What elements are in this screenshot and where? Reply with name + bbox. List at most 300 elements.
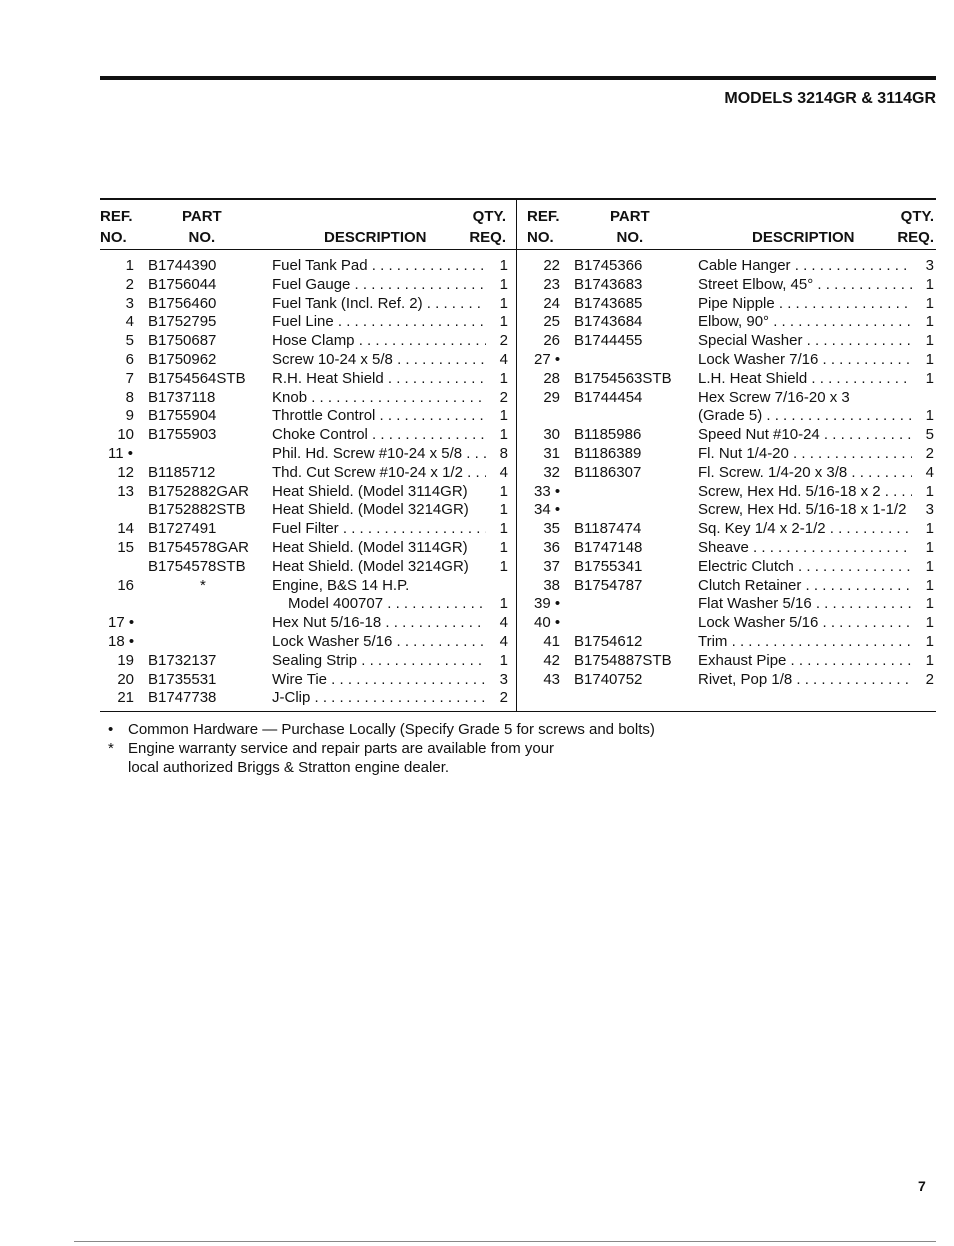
part-number: B1187474 [574,520,642,538]
part-description [288,594,486,613]
part-description [698,632,912,651]
description-text: Hex Screw 7/16-20 x 3 [698,388,850,406]
ref-number: 5 [125,332,134,350]
ref-number: 34 • [534,501,561,519]
quantity: 1 [925,595,934,613]
quantity: 1 [499,257,508,274]
ref-header-line1: REF. [100,208,133,225]
description-header-right: DESCRIPTION [752,229,855,246]
part-number: B1744454 [574,388,643,406]
part-description [698,388,912,407]
table-row [526,594,936,613]
part-number: B1185712 [148,463,216,481]
description-text: Model 400707 [288,595,384,613]
description-text: Fl. Screw. 1/4-20 x 3/8 [698,463,848,481]
description-text: Sheave [698,539,749,556]
table-row [526,425,936,444]
part-description [698,594,912,613]
table-row [526,406,936,425]
part-description [698,463,912,482]
ref-number: 32 [543,463,560,481]
ref-number: 31 [543,445,560,462]
description-text: Elbow, 90° [698,313,770,331]
description-text: Exhaust Pipe [698,651,787,669]
footnote-text: local authorized Briggs & Stratton engine dealer. [128,759,450,776]
quantity: 1 [499,520,508,538]
ref-number: 41 [543,633,560,650]
table-row [100,576,510,595]
quantity: 4 [499,351,508,368]
table-row [100,538,510,557]
description-text: Pipe Nipple [698,294,775,312]
part-number: B1752882STB [148,501,246,519]
table-top-rule [100,198,936,200]
description-text: Special Washer [698,332,803,350]
column-divider [516,200,517,712]
part-number: B1756044 [148,275,217,293]
table-row [100,463,510,482]
table-row [526,557,936,576]
quantity: 3 [499,670,508,688]
part-number: B1747148 [574,539,643,556]
part-number: B1743684 [574,313,643,331]
table-row [526,444,936,463]
part-header-line2: NO. [616,229,644,246]
part-description [272,482,486,501]
quantity: 1 [499,651,508,669]
part-number: B1186307 [574,463,642,481]
part-number: B1754612 [574,633,643,650]
table-row [100,275,510,294]
description-text: Throttle Control [272,407,376,425]
ref-number: 13 [117,482,134,500]
description-text: Sq. Key 1/4 x 2-1/2 [698,520,826,538]
part-description [272,519,486,538]
ref-number: 43 [543,670,560,688]
description-header: DESCRIPTION [324,229,427,246]
part-description [272,538,486,557]
table-row [100,350,510,369]
top-rule [100,76,936,80]
quantity: 1 [499,275,508,293]
ref-header-line1: REF. [527,208,560,225]
ref-number: 19 [117,651,134,669]
table-row [100,632,510,651]
part-description [698,312,912,331]
table-row [100,651,510,670]
ref-number: 11 • [108,445,133,462]
description-text: Screw 10-24 x 5/8 [272,351,393,368]
description-text: R.H. Heat Shield [272,369,384,387]
part-description [698,519,912,538]
table-row [100,500,510,519]
ref-number: 16 [117,576,134,594]
qty-header-line2: REQ. [469,229,506,246]
ref-number: 23 [543,275,560,293]
description-text: Clutch Retainer [698,576,802,594]
quantity: 3 [925,501,934,519]
table-row [526,331,936,350]
quantity: 1 [499,313,508,331]
part-description [272,406,486,425]
table-row [526,576,936,595]
description-text: J-Clip [272,689,311,707]
quantity: 2 [925,670,934,688]
footnote-engine-dealer [108,758,655,777]
ref-number: 9 [125,407,134,425]
ref-number: 42 [543,651,560,669]
ref-number: 17 • [108,614,135,632]
ref-number: 27 • [534,351,561,368]
part-number: B1744390 [148,257,217,274]
ref-number: 1 [125,257,134,274]
ref-number: 7 [125,369,134,387]
qty-header-line2: REQ. [897,229,934,246]
ref-number: 35 [543,520,560,538]
ref-number: 2 [125,275,134,293]
quantity: 1 [925,275,934,293]
part-description [698,369,912,388]
footnotes [108,720,655,777]
qty-header-line1: QTY. [900,208,934,225]
part-header-line1: PART [182,208,222,225]
part-description [272,388,486,407]
quantity: 1 [499,595,508,613]
ref-number: 21 [117,689,134,707]
part-no-header [182,206,222,248]
description-text: Flat Washer 5/16 [698,595,812,613]
footnote-text: Common Hardware — Purchase Locally (Specify Grade 5 for screws and bolts) [128,721,655,738]
ref-number: 39 • [534,595,561,613]
part-number: B1754564STB [148,369,246,387]
quantity: 1 [925,539,934,556]
part-number: B1752882GAR [148,482,249,500]
part-number: B1750962 [148,351,217,368]
ref-number: 28 [543,369,560,387]
quantity: 5 [925,426,934,444]
quantity: 1 [925,520,934,538]
ref-number: 12 [117,463,134,481]
quantity: 2 [499,332,508,350]
ref-number: 40 • [534,614,561,632]
ref-no-header [100,206,133,248]
part-description [272,576,486,595]
table-row [100,482,510,501]
part-number: B1186389 [574,445,642,462]
table-row [100,425,510,444]
description-text: Choke Control [272,426,368,444]
part-number: B1755341 [574,557,643,575]
description-text: Fuel Filter [272,520,339,538]
ref-number: 25 [543,313,560,331]
part-description [698,406,912,425]
part-description [698,275,912,294]
footnote-text: Engine warranty service and repair parts are available from your [128,740,555,757]
table-row [100,369,510,388]
table-row [526,651,936,670]
part-number: B1732137 [148,651,217,669]
description-text: Heat Shield. (Model 3214GR) [272,501,469,519]
part-number: B1754787 [574,576,643,594]
quantity: 1 [925,407,934,425]
table-row [526,369,936,388]
part-number: B1755903 [148,426,217,444]
part-description [698,331,912,350]
table-bottom-rule [100,711,936,712]
table-row [526,500,936,519]
part-number: B1750687 [148,332,217,350]
table-row [100,613,510,632]
quantity: 4 [499,614,508,632]
ref-number: 29 [543,388,560,406]
table-row [526,519,936,538]
description-text: Fuel Tank Pad [272,257,368,274]
description-text: Heat Shield. (Model 3214GR) [272,557,469,575]
part-number: B1754578GAR [148,539,249,556]
part-description [698,500,912,519]
quantity: 4 [499,633,508,650]
ref-number: 8 [125,388,134,406]
quantity: 1 [925,332,934,350]
description-text: Fuel Line [272,313,334,331]
description-text: Hex Nut 5/16-18 [272,614,382,632]
part-description [272,463,486,482]
table-row [100,594,510,613]
qty-header-right [894,206,934,248]
quantity: 3 [925,257,934,274]
table-row [526,256,936,275]
description-text: Fuel Gauge [272,275,351,293]
quantity: 2 [499,388,508,406]
ref-number: 14 [117,520,134,538]
description-text: Cable Hanger [698,257,791,274]
part-number: * [200,576,206,594]
part-description [272,632,486,651]
table-row [100,688,510,707]
part-description [698,613,912,632]
description-text: Hose Clamp [272,332,355,350]
description-text: Lock Washer 5/16 [698,614,819,632]
table-row [526,350,936,369]
quantity: 1 [499,539,508,556]
description-text: Lock Washer 7/16 [698,351,819,368]
part-description [698,538,912,557]
asterisk-mark: * [108,740,114,757]
description-text: Electric Clutch [698,557,794,575]
description-text: Heat Shield. (Model 3114GR) [272,482,468,500]
part-header-line2: NO. [188,229,216,246]
quantity: 1 [925,576,934,594]
quantity: 1 [925,651,934,669]
quantity: 2 [925,445,934,462]
quantity: 4 [925,463,934,481]
ref-header-line2: NO. [527,229,554,246]
description-text: Lock Washer 5/16 [272,633,393,650]
ref-number: 22 [543,257,560,274]
quantity: 8 [499,445,508,462]
part-description [272,350,486,369]
part-description [698,350,912,369]
part-number: B1185986 [574,426,642,444]
quantity: 1 [499,407,508,425]
ref-number: 15 [117,539,134,556]
part-description [272,331,486,350]
quantity: 1 [499,557,508,575]
part-description [272,557,486,576]
table-row [100,312,510,331]
part-description [698,557,912,576]
part-description [698,294,912,313]
part-number: B1754887STB [574,651,672,669]
description-text: Trim [698,633,728,650]
description-text: Engine, B&S 14 H.P. [272,576,410,594]
part-no-header-right [610,206,650,248]
quantity: 1 [499,294,508,312]
description-text: Phil. Hd. Screw #10-24 x 5/8 [272,445,463,462]
quantity: 1 [925,313,934,331]
table-row [100,294,510,313]
ref-number: 38 [543,576,560,594]
quantity: 1 [499,482,508,500]
description-text: L.H. Heat Shield [698,369,808,387]
table-row [526,388,936,407]
models-title: MODELS 3214GR & 3114GR [724,90,936,107]
table-row [526,463,936,482]
ref-number: 20 [117,670,134,688]
part-description [272,294,486,313]
part-number: B1752795 [148,313,217,331]
quantity: 1 [925,482,934,500]
part-number: B1745366 [574,257,643,274]
footnote-engine-warranty [108,739,655,758]
table-header-rule [100,249,936,250]
table-row [526,312,936,331]
table-row [100,406,510,425]
ref-number: 30 [543,426,560,444]
ref-number: 33 • [534,482,561,500]
quantity: 1 [925,633,934,650]
part-description [698,576,912,595]
part-header-line1: PART [610,208,650,225]
description-text: Fuel Tank (Incl. Ref. 2) [272,294,423,312]
part-description [272,444,486,463]
table-row [100,444,510,463]
table-row [526,294,936,313]
quantity: 2 [499,689,508,707]
part-description [272,688,486,707]
part-description [272,651,486,670]
part-number: B1744455 [574,332,643,350]
part-description [272,425,486,444]
part-number: B1747738 [148,689,217,707]
description-text: Screw, Hex Hd. 5/16-18 x 1-1/2 [698,501,907,519]
quantity: 4 [499,463,508,481]
part-number: B1754563STB [574,369,672,387]
ref-number: 36 [543,539,560,556]
part-description [698,256,912,275]
ref-number: 10 [117,426,134,444]
qty-header-line1: QTY. [472,208,506,225]
footnote-common-hardware [108,720,655,739]
qty-header [466,206,506,248]
part-description [698,425,912,444]
part-description [698,670,912,689]
description-text: Street Elbow, 45° [698,275,814,293]
part-description [272,275,486,294]
table-row [526,482,936,501]
table-row [100,670,510,689]
ref-number: 26 [543,332,560,350]
quantity: 1 [499,501,508,519]
ref-number: 37 [543,557,560,575]
part-number: B1727491 [148,520,217,538]
table-row [526,275,936,294]
description-text: Thd. Cut Screw #10-24 x 1/2 [272,463,463,481]
ref-number: 4 [125,313,134,331]
part-description [698,651,912,670]
ref-header-line2: NO. [100,229,127,246]
table-row [526,632,936,651]
table-row [100,256,510,275]
part-description [272,256,486,275]
table-row [100,331,510,350]
part-description [272,500,486,519]
ref-number: 3 [125,294,134,312]
quantity: 1 [925,614,934,632]
ref-no-header-right [527,206,560,248]
part-description [272,312,486,331]
part-number: B1756460 [148,294,217,312]
description-text: Knob [272,388,308,406]
quantity: 1 [925,369,934,387]
description-text: Sealing Strip [272,651,358,669]
quantity: 1 [499,426,508,444]
description-text: (Grade 5) [698,407,763,425]
part-number: B1754578STB [148,557,246,575]
table-row [526,670,936,689]
description-text: Rivet, Pop 1/8 [698,670,793,688]
quantity: 1 [925,557,934,575]
ref-number: 24 [543,294,560,312]
part-number: B1743683 [574,275,643,293]
table-row [526,538,936,557]
part-number: B1740752 [574,670,643,688]
ref-number: 18 • [108,633,135,650]
description-text: Fl. Nut 1/4-20 [698,445,789,462]
description-text: Wire Tie [272,670,328,688]
table-row [100,388,510,407]
part-number: B1737118 [148,388,216,406]
part-description [272,670,486,689]
page-number: 7 [918,1178,926,1194]
description-text: Speed Nut #10-24 [698,426,820,444]
part-description [272,369,486,388]
bottom-rule [74,1241,936,1242]
table-row [100,557,510,576]
description-text: Heat Shield. (Model 3114GR) [272,539,468,556]
part-description [698,482,912,501]
table-row [526,613,936,632]
ref-number: 6 [125,351,134,368]
description-text: Screw, Hex Hd. 5/16-18 x 2 [698,482,881,500]
part-number: B1735531 [148,670,217,688]
part-description [272,613,486,632]
part-number: B1755904 [148,407,217,425]
quantity: 1 [499,369,508,387]
bullet-mark: • [108,721,114,738]
quantity: 1 [925,351,934,368]
quantity: 1 [925,294,934,312]
